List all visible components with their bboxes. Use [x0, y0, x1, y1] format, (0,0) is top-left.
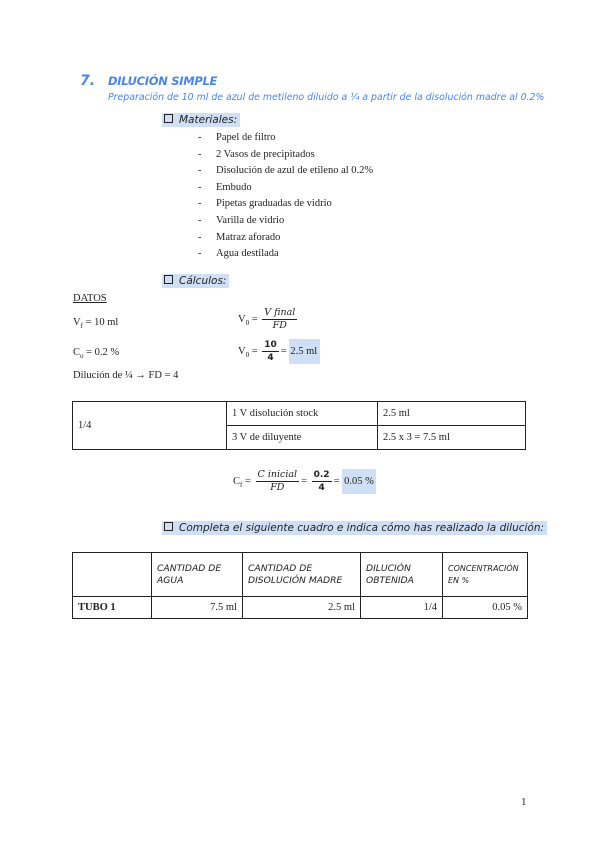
page-number: 1 [521, 796, 527, 808]
list-item-text: Pipetas graduadas de vidrio [216, 198, 332, 210]
co-subscript: o [80, 352, 84, 361]
table-cell: 2.5 x 3 = 7.5 ml [378, 426, 526, 450]
list-item-text: Matraz aforado [216, 231, 281, 243]
fraction-0.2-4 [312, 469, 332, 494]
checkbox-bullet-icon [164, 114, 173, 123]
checkbox-bullet-icon [164, 522, 173, 531]
completa-heading [162, 521, 547, 535]
table-cell: 7.5 ml [152, 597, 243, 619]
co-symbol: C [73, 347, 81, 358]
equals-sign: = [244, 475, 251, 487]
table-row [73, 597, 528, 619]
list-bullet: - [198, 148, 202, 160]
list-item [198, 163, 373, 180]
table-header: CONCENTRACIÓN EN % [443, 553, 528, 597]
v0-symbol: V [238, 345, 246, 357]
section-number: 7. [80, 73, 96, 89]
list-item-text: Papel de filtro [216, 132, 276, 143]
list-item-text: 2 Vasos de precipitados [216, 148, 315, 160]
equals-sign: = [301, 475, 307, 487]
fraction-denominator: FD [272, 320, 287, 331]
table-cell: 1/4 [361, 597, 443, 619]
fraction-denominator: 4 [267, 353, 274, 363]
list-item [198, 213, 373, 230]
fraction-numerator: 0.2 [313, 470, 330, 480]
equals-sign: = [251, 345, 258, 357]
list-item [198, 130, 373, 147]
v0-calc [238, 339, 320, 364]
dilution-table [72, 401, 526, 450]
equals-sign: = [333, 475, 340, 487]
row-label: TUBO 1 [73, 597, 152, 619]
v0-subscript: 0 [245, 351, 250, 359]
cf-symbol: C [233, 475, 241, 487]
list-bullet: - [198, 231, 202, 243]
list-bullet: - [198, 165, 202, 177]
table-cell: 3 V de diluyente [227, 426, 378, 450]
table-header [73, 553, 152, 597]
calculos-heading-text: Cálculos: [179, 275, 227, 287]
section-title: DILUCIÓN SIMPLE [108, 74, 218, 88]
v0-symbol: V [238, 313, 246, 325]
list-item-text: Agua destilada [216, 248, 279, 260]
table-header-row [73, 553, 528, 597]
list-item-text: Varilla de vidrio [216, 214, 285, 226]
fraction-numerator: C inicial [257, 469, 298, 480]
materiales-heading [162, 113, 240, 127]
co-data [73, 347, 119, 360]
calculos-heading [162, 274, 229, 288]
table-header: DILUCIÓN OBTENIDA [361, 553, 443, 597]
list-bullet: - [198, 248, 202, 260]
dilucion-text: Dilución de ¼ → FD = 4 [73, 370, 179, 381]
list-item-text: Disolución de azul de etileno al 0.2% [216, 165, 374, 177]
co-value: = 0.2 % [86, 347, 120, 358]
datos-label: DATOS [73, 293, 107, 304]
equals-sign: = [251, 313, 258, 325]
list-item [198, 196, 373, 213]
cf-result: 0.05 % [342, 469, 376, 494]
v0-result: 2.5 ml [289, 339, 320, 364]
list-item [198, 230, 373, 247]
vf-value: = 10 ml [85, 317, 119, 328]
table-header: CANTIDAD DE DISOLUCIÓN MADRE [243, 553, 361, 597]
section-subtitle: Preparación de 10 ml de azul de metileno diluido a ¼ a partir de la disolución madre al 0.2% [108, 92, 545, 103]
cf-formula [233, 469, 376, 494]
cf-subscript: f [240, 481, 243, 489]
vf-data [73, 317, 118, 330]
list-bullet: - [198, 181, 202, 193]
fraction-vfinal-fd [262, 307, 297, 332]
equals-sign: = [280, 345, 287, 357]
results-table [72, 552, 528, 619]
table-cell: 2.5 ml [378, 402, 526, 426]
list-item [198, 147, 373, 164]
completa-heading-text: Completa el siguiente cuadro e indica cómo has realizado la dilución: [179, 522, 545, 534]
vf-symbol: V [73, 317, 81, 328]
vf-subscript: f [80, 322, 83, 331]
table-header: CANTIDAD DE AGUA [152, 553, 243, 597]
v0-formula [238, 307, 299, 332]
list-item [198, 246, 373, 263]
fraction-numerator: 10 [264, 340, 277, 350]
fraction-10-4 [262, 339, 279, 364]
list-item [198, 180, 373, 197]
ratio-cell: 1/4 [73, 402, 227, 450]
fraction-cinicial-fd [256, 469, 300, 494]
table-cell: 1 V disolución stock [227, 402, 378, 426]
fraction-denominator: 4 [318, 483, 325, 493]
list-bullet: - [198, 132, 202, 143]
materiales-list [198, 130, 373, 263]
materiales-heading-text: Materiales: [179, 114, 238, 126]
list-bullet: - [198, 214, 202, 226]
list-item-text: Embudo [216, 181, 252, 193]
v0-subscript: 0 [245, 319, 250, 327]
table-cell: 2.5 ml [243, 597, 361, 619]
fraction-denominator: FD [270, 482, 285, 493]
table-cell: 0.05 % [443, 597, 528, 619]
fraction-numerator: V final [264, 307, 296, 318]
checkbox-bullet-icon [164, 275, 173, 284]
list-bullet: - [198, 198, 202, 210]
